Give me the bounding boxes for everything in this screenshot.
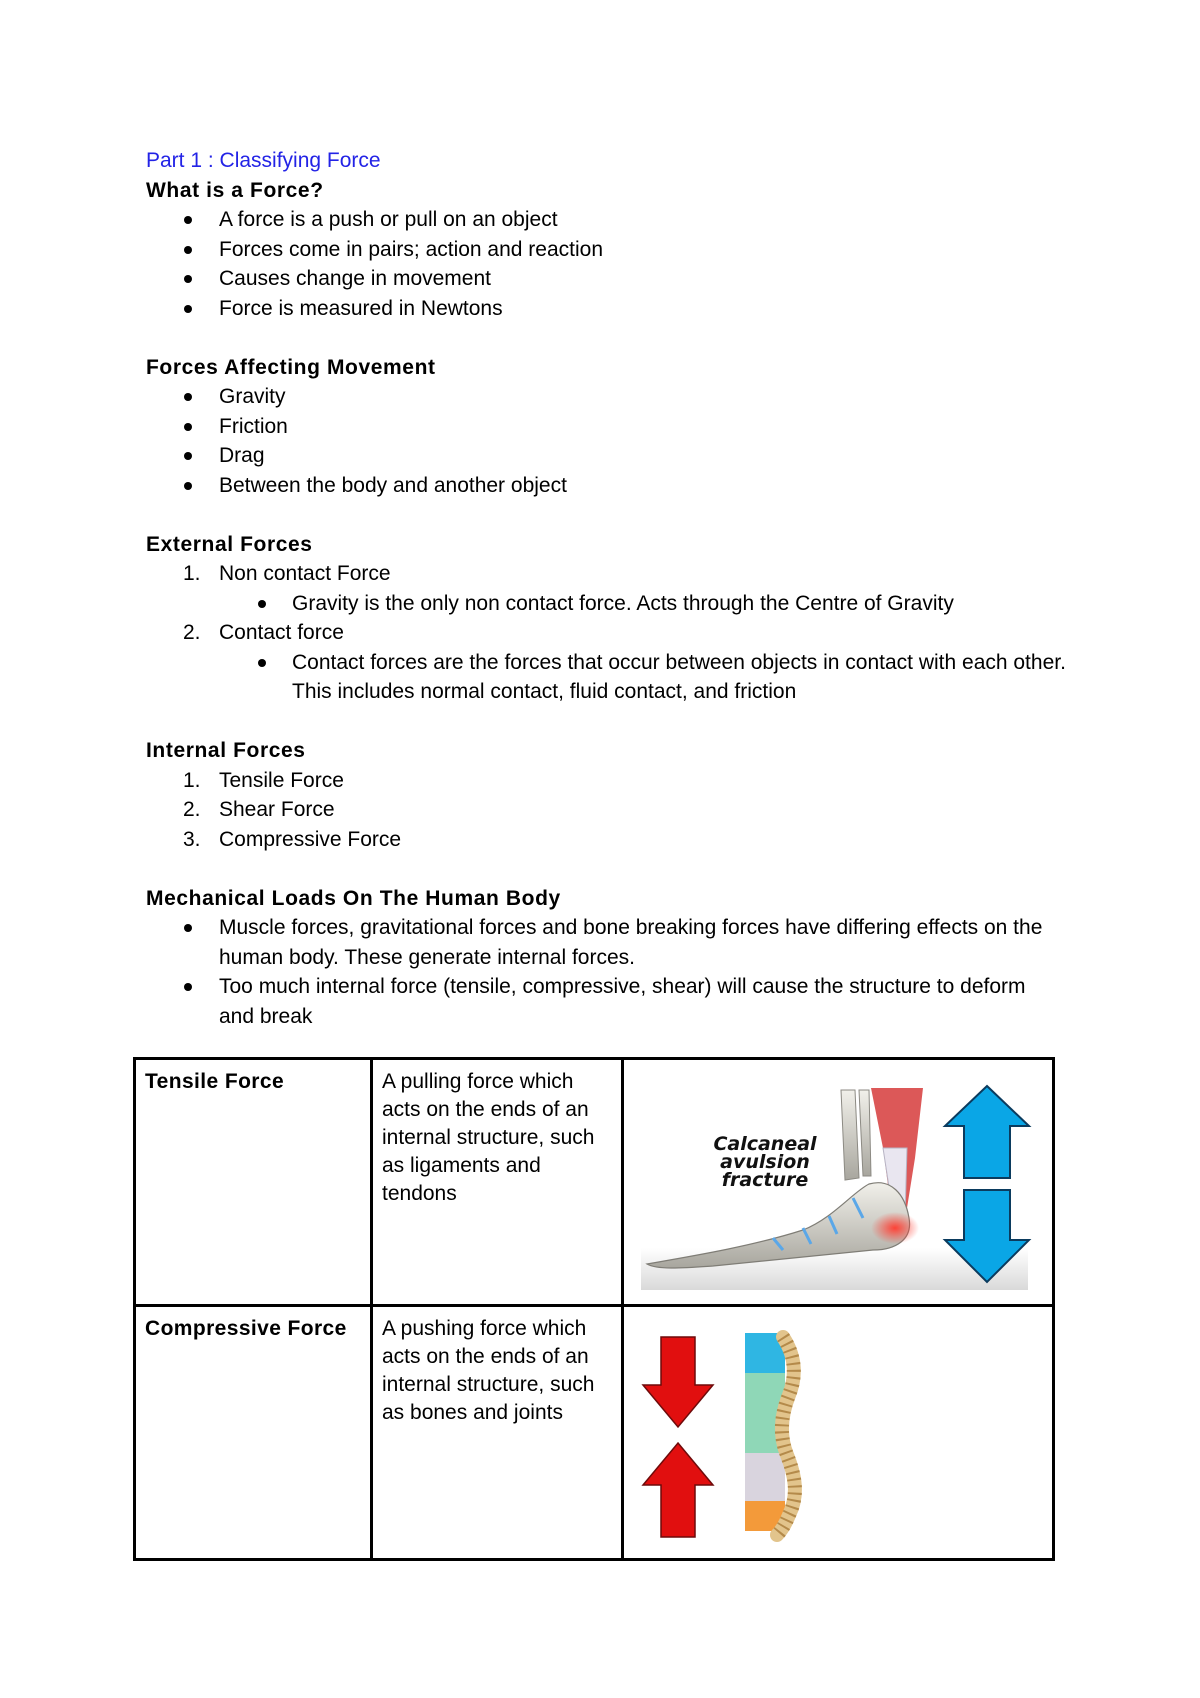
arrow-up-icon	[643, 1443, 713, 1537]
table-cell-description: A pushing force which acts on the ends of an internal structure, such as bones and joints	[372, 1306, 623, 1560]
list-item: Friction	[146, 412, 1066, 442]
list-item: 3. Compressive Force	[183, 827, 402, 851]
heading-what-is-force: What is a Force?	[146, 178, 324, 202]
bullet-icon	[184, 275, 192, 283]
bullet-icon	[184, 216, 192, 224]
list-item: Gravity	[146, 382, 1066, 412]
list-item: 1. Tensile Force	[183, 768, 344, 792]
list-internal-forces	[146, 766, 1066, 855]
table-row	[135, 1306, 1054, 1560]
list-item: A force is a push or pull on an object	[146, 205, 1066, 235]
image-caption: fracture	[721, 1169, 809, 1191]
bullet-icon	[258, 600, 266, 608]
fracture-highlight	[871, 1212, 919, 1244]
arrow-up-icon	[945, 1086, 1029, 1178]
image-caption: avulsion	[720, 1151, 810, 1173]
bullet-icon	[184, 423, 192, 431]
list-what-is-force	[146, 205, 1066, 323]
tibia-bone	[841, 1090, 859, 1180]
list-item: 2. Shear Force	[183, 798, 335, 821]
document-title: Part 1 : Classifying Force	[146, 149, 381, 172]
list-item: Drag	[146, 441, 1066, 471]
list-item: Too much internal force (tensile, compressive, shear) will cause the structure to deform and break	[146, 972, 1066, 1031]
bullet-icon	[184, 924, 192, 932]
list-item: 2. Contact force	[183, 621, 344, 644]
list-item: Between the body and another object	[146, 471, 1066, 501]
bullet-icon	[184, 305, 192, 313]
image-caption: Calcaneal	[713, 1133, 817, 1155]
list-external-forces	[146, 559, 1066, 707]
table-cell-name: Compressive Force	[135, 1306, 372, 1560]
list-item: Force is measured in Newtons	[146, 294, 1066, 324]
table-cell-image	[623, 1059, 1054, 1306]
list-item: Contact forces are the forces that occur between objects in contact with each other. This includes normal contact, fluid contact, and friction	[146, 648, 1066, 707]
bullet-icon	[258, 659, 266, 667]
document-body	[146, 146, 1066, 1031]
compressive-force-illustration	[633, 1315, 1043, 1550]
arrow-down-icon	[643, 1337, 713, 1427]
table-cell-image	[623, 1306, 1054, 1560]
heading-forces-affecting-movement: Forces Affecting Movement	[146, 355, 436, 379]
table-row	[135, 1059, 1054, 1306]
list-item: Causes change in movement	[146, 264, 1066, 294]
list-mechanical-loads	[146, 913, 1066, 1031]
bullet-icon	[184, 983, 192, 991]
bullet-icon	[184, 393, 192, 401]
tensile-force-illustration	[633, 1068, 1043, 1296]
bullet-icon	[184, 482, 192, 490]
lumbar-region	[745, 1453, 785, 1501]
heading-mechanical-loads: Mechanical Loads On The Human Body	[146, 886, 561, 910]
list-item: Muscle forces, gravitational forces and bone breaking forces have differing effects on the human body. These generate internal forces.	[146, 913, 1066, 972]
bullet-icon	[184, 246, 192, 254]
table-cell-description: A pulling force which acts on the ends of an internal structure, such as ligaments and tendons	[372, 1059, 623, 1306]
table-cell-name: Tensile Force	[135, 1059, 372, 1306]
list-item: 1. Non contact Force	[183, 562, 391, 585]
bullet-icon	[184, 452, 192, 460]
fibula-bone	[859, 1090, 871, 1176]
list-forces-affecting-movement	[146, 382, 1066, 500]
heading-internal-forces: Internal Forces	[146, 739, 306, 762]
heading-external-forces: External Forces	[146, 532, 313, 556]
list-item: Gravity is the only non contact force. Acts through the Centre of Gravity	[146, 589, 1066, 619]
list-item: Forces come in pairs; action and reaction	[146, 235, 1066, 265]
mechanical-loads-table	[133, 1057, 1055, 1561]
